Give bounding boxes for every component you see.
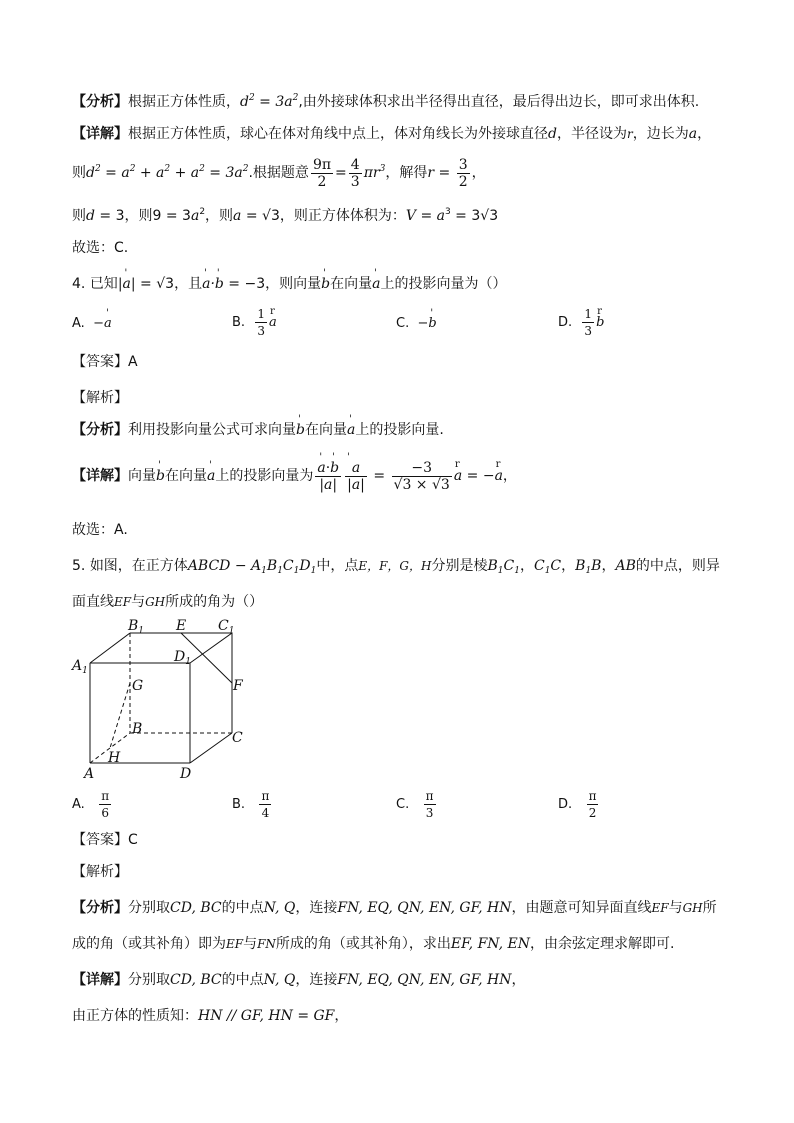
q4-choose: 故选：A. bbox=[72, 522, 128, 538]
analysis2-d: ，由余弦定理求解即可. bbox=[530, 936, 675, 952]
detail-tag: 【详解】 bbox=[72, 972, 128, 988]
proj-frac1: ' $\frac{a\cdot' b}{|a|}$ bbox=[315, 460, 341, 493]
label-c1: $C_1$ bbox=[218, 618, 235, 636]
q5-number: 5. bbox=[72, 558, 86, 574]
q5-stem-a: 如图，在正方体 bbox=[89, 558, 188, 574]
edge-a1-b1 bbox=[90, 633, 130, 663]
q5-stem2-b: 与 bbox=[131, 594, 146, 610]
analysis-equation: $d^2 = 3a^2$ bbox=[240, 93, 299, 110]
label-b1: $B_1$ bbox=[128, 618, 145, 636]
q5-stem2-a: 面直线 bbox=[72, 594, 114, 610]
q4-option-b[interactable]: B. $\frac{1}{3}$ r a bbox=[232, 306, 277, 339]
q5-jiexi: 【解析】 bbox=[72, 864, 128, 880]
analysis-a: 分别取 bbox=[128, 900, 170, 916]
detail-text-c: ，边长为 bbox=[632, 126, 689, 142]
q4-detail: 【详解】向量' b在向量' a上的投影向量为 ' $\frac{a\cdot' b}{|a|}$ ' $\frac{a}{|a|}$ = $\frac{-3}{√3 \times √3}$ r a = −r a， bbox=[72, 452, 517, 500]
cube-figure bbox=[66, 618, 256, 783]
detail-b: 在向量 bbox=[164, 468, 207, 484]
q5-detail-line1: 【详解】分别取CD, BC的中点N, Q，连接FN, EQ, QN, EN, GF, HN， bbox=[72, 972, 526, 988]
label-d: D bbox=[180, 766, 192, 782]
analysis-b: 的中点 bbox=[221, 900, 264, 916]
q4-stem-d: 在向量 bbox=[330, 276, 373, 292]
proj-frac2: ' $\frac{a}{|a|}$ bbox=[345, 460, 367, 493]
q5-analysis-line1: 【分析】分别取CD, BC的中点N, Q，连接FN, EQ, QN, EN, GF, HN，由题意可知异面直线EF与GH所 bbox=[72, 900, 717, 916]
label-d1: $D_1$ bbox=[174, 649, 191, 667]
q4-option-d[interactable]: D. $\frac{1}{3}$ r b bbox=[558, 306, 604, 339]
analysis-tag: 【分析】 bbox=[72, 422, 128, 438]
q4-option-c[interactable]: C. −' b bbox=[396, 314, 437, 334]
analysis-text: 利用投影向量公式可求向量 bbox=[128, 422, 296, 438]
frac-9pi-2: $\frac{9\pi}{2}$ bbox=[312, 156, 332, 190]
analysis-tag: 【分析】 bbox=[72, 94, 128, 110]
q4-jiexi: 【解析】 bbox=[72, 390, 128, 406]
detail2-eq: HN // GF, HN = GF bbox=[198, 1008, 335, 1024]
frac-4-3: $\frac{4}{3}$ bbox=[350, 156, 360, 190]
q3-detail-line2: 则$d^2 = a^2 + a^2 + a^2 = 3a^2$.根据题意 $\frac{9\pi}{2}$ = $\frac{4}{3}$ $\pi r^3$，解得r = $\frac{3}{2}$ ， bbox=[72, 156, 486, 190]
q5-stem-d: 的中点，则异 bbox=[635, 558, 720, 574]
detail-text: 根据正方体性质，球心在体对角线中点上，体对角线长为外接球直径 bbox=[128, 126, 548, 142]
option-num: π bbox=[101, 789, 110, 803]
detail-text-b: ，半径设为 bbox=[556, 126, 627, 142]
option-den: 6 bbox=[99, 804, 111, 821]
q5-stem-line1: 5. 如图，在正方体ABCD − $A_1B_1C_1D_1$中，点E，F，G，H分别是棱$B_1C_1$，$C_1C$，$B_1B$，AB的中点，则异 bbox=[72, 558, 720, 576]
q4-stem-b: ，且 bbox=[174, 276, 203, 292]
q5-option-c[interactable] bbox=[396, 788, 438, 821]
option-letter: C. bbox=[396, 316, 410, 331]
option-letter: B. bbox=[232, 315, 246, 330]
analysis-d: ，由题意可知异面直线 bbox=[511, 900, 652, 916]
option-letter: D. bbox=[558, 315, 573, 330]
analysis-mid: 在向量 bbox=[304, 422, 347, 438]
q5-answer: 【答案】C bbox=[72, 832, 138, 848]
frac-3-2: $\frac{3}{2}$ bbox=[458, 156, 468, 190]
option-letter: A. bbox=[72, 797, 85, 812]
label-b: B bbox=[132, 721, 143, 737]
q4-stem-a: 已知 bbox=[89, 276, 118, 292]
detail-b: 的中点 bbox=[221, 972, 264, 988]
q5-stem-c: 分别是棱 bbox=[431, 558, 488, 574]
label-a1: $A_1$ bbox=[72, 658, 88, 676]
q4-stem: 4. 已知|' a| = √3，且' a·' b = −3，则向量' b在向量' a上的投影向量为（） bbox=[72, 274, 506, 294]
q4-stem-c: ，则向量 bbox=[265, 276, 322, 292]
label-e: E bbox=[176, 618, 187, 634]
detail-tag: 【详解】 bbox=[72, 468, 128, 484]
var-a: a bbox=[688, 126, 698, 142]
edge-d-c bbox=[190, 733, 232, 763]
analysis-tag: 【分析】 bbox=[72, 900, 128, 916]
q5-detail-line2 bbox=[72, 1006, 348, 1026]
q5-stem-b: 中，点 bbox=[316, 558, 359, 574]
q5-option-a[interactable] bbox=[72, 788, 113, 821]
q3-analysis-line bbox=[72, 88, 699, 112]
label-c: C bbox=[232, 730, 243, 746]
pi-r-cubed: $\pi r^3$ bbox=[363, 164, 386, 181]
q4-option-a[interactable]: A. −' a bbox=[72, 314, 112, 334]
q3-detail-line1: 【详解】根据正方体性质，球心在体对角线中点上，体对角线长为外接球直径d，半径设为r，边长为a， bbox=[72, 126, 712, 142]
analysis2-c: 所成的角（或其补角），求出 bbox=[275, 936, 451, 952]
label-g: G bbox=[132, 678, 144, 694]
q5-option-b[interactable] bbox=[232, 788, 273, 821]
detail2-d: ， bbox=[471, 165, 486, 181]
analysis-rest: ,由外接球体积求出半径得出直径，最后得出边长，即可求出体积. bbox=[298, 94, 700, 110]
option-letter: D. bbox=[558, 797, 573, 812]
var-r: r bbox=[626, 127, 633, 141]
label-f: F bbox=[233, 678, 243, 694]
detail2-b: ， bbox=[334, 1008, 349, 1024]
var-d: d bbox=[548, 126, 557, 142]
q4-answer: 【答案】A bbox=[72, 354, 138, 370]
q5-option-d[interactable] bbox=[558, 788, 600, 821]
label-a: A bbox=[84, 766, 95, 782]
detail-c: ，连接 bbox=[295, 972, 338, 988]
segment-gh-hidden bbox=[110, 683, 130, 748]
detail-tag: 【详解】 bbox=[72, 126, 128, 142]
option-den: 4 bbox=[259, 804, 271, 821]
detail2-a: 由正方体的性质知： bbox=[72, 1008, 198, 1024]
q3-detail-line3: 则d = 3，则$9 = 3a^2$，则a = √3，则正方体体积为：$V = a^3 = 3√3$ bbox=[72, 207, 499, 224]
detail2-eq: $d^2 = a^2 + a^2 + a^2 = 3a^2$ bbox=[86, 164, 249, 181]
analysis2-b: 与 bbox=[243, 936, 258, 952]
option-den: 3 bbox=[424, 804, 436, 821]
q5-analysis-line2: 成的角（或其补角）即为EF与FN所成的角（或其补角），求出EF, FN, EN，由余弦定理求解即可. bbox=[72, 936, 675, 952]
q5-stem-line2: 面直线EF与GH所成的角为（） bbox=[72, 594, 264, 610]
detail-d: ， bbox=[511, 972, 526, 988]
analysis-f: 所 bbox=[702, 900, 717, 916]
q4-analysis: 【分析】利用投影向量公式可求向量' b在向量' a上的投影向量. bbox=[72, 420, 444, 440]
option-num: π bbox=[588, 789, 597, 803]
option-num: π bbox=[425, 789, 434, 803]
q4-number: 4. bbox=[72, 276, 86, 292]
detail2-a: 则 bbox=[72, 165, 86, 181]
option-letter: B. bbox=[232, 797, 246, 812]
analysis2-a: 成的角（或其补角）即为 bbox=[72, 936, 226, 952]
q4-stem-e: 上的投影向量为（） bbox=[380, 276, 507, 292]
option-den: 2 bbox=[587, 804, 599, 821]
detail2-c: ，解得 bbox=[385, 165, 428, 181]
q5-stem2-c: 所成的角为（） bbox=[165, 594, 264, 610]
analysis-c: ，连接 bbox=[295, 900, 338, 916]
analysis-text: 根据正方体性质， bbox=[128, 94, 240, 110]
option-num: π bbox=[261, 789, 270, 803]
detail-a: 向量 bbox=[128, 468, 156, 484]
detail-c: 上的投影向量为 bbox=[215, 468, 314, 484]
proj-frac3: $\frac{-3}{√3 \times √3}$ bbox=[393, 459, 450, 493]
label-h: H bbox=[108, 750, 121, 766]
detail-a: 分别取 bbox=[128, 972, 170, 988]
detail2-b: .根据题意 bbox=[248, 165, 309, 181]
analysis-end: 上的投影向量. bbox=[355, 422, 444, 438]
analysis-e: 与 bbox=[668, 900, 683, 916]
option-letter: A. bbox=[72, 316, 85, 331]
q3-choose: 故选：C. bbox=[72, 240, 129, 256]
option-letter: C. bbox=[396, 797, 410, 812]
